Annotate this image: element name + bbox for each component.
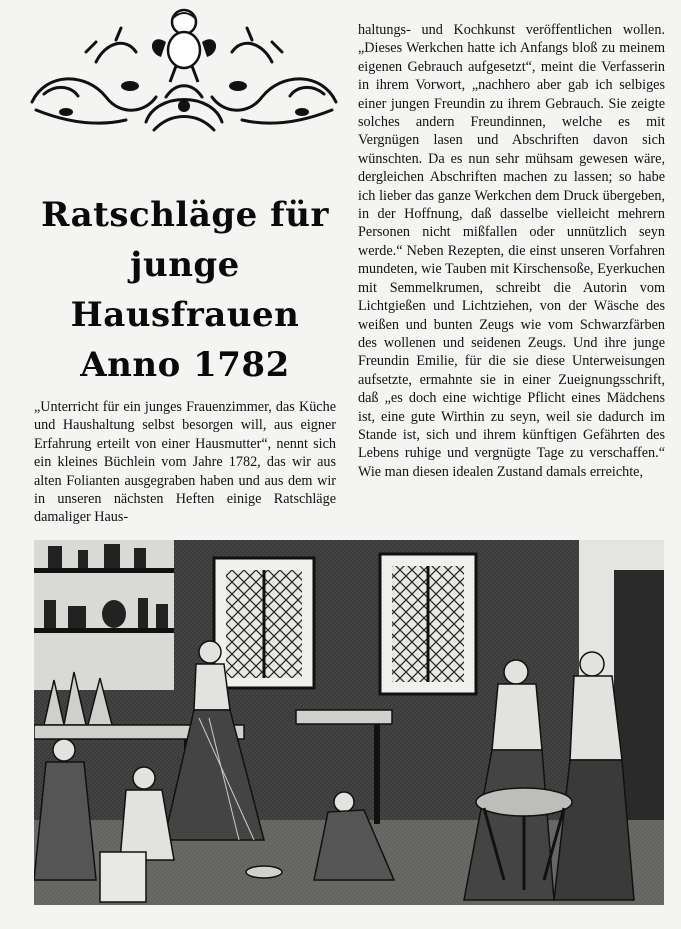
rococo-ornament (26, 2, 342, 140)
ornament-graphic (26, 2, 342, 140)
engraving-graphic (34, 540, 664, 905)
right-column-text: haltungs- und Kochkunst veröffentlichen wollen. „Dieses Werkchen hatte ich Anfangs bloß zu meinem eigenen Gebrauch aufgesetzt“, meint die Verfasserin in ihrem Vorwort, „nachhero aber gab ich selbiges einer jungen Freundin zu ihrem Gebrauch. Sie zeigte solches andern Freundinnen, welche es mit Vergnügen lasen und Abschriften davon sich wünschten. Da es nun sehr mühsam gewesen wäre, dergleichen Abschriften machen zu lassen; so habe ich lieber das ganze Werkchen dem Druck übergeben, in der Hoffnung, daß dasselbe vielleicht mehrern Personen nicht mißfallen oder unnützlich seyn werde.“ Neben Rezepten, die einst unseren Vorfahren mundeten, wie Tauben mit Kirschensoße, Eyerkuchen mit Semmelkrumen, schreibt die Autorin vom Lichtgießen und Lichtziehen, von der Wäsche des weißen und bunten Zeugs wie vom Schwarzfärben des wollenen und seidenen Zeugs. Und ihre junge Freundin Emilie, für die sie diese Unterweisungen aufsetzte, ermahnte sie in einer Zueignungsschrift, daß „es doch eine wichtige Pflicht eines Mädchens ist, eine gute Wirthin zu seyn, weil sie dadurch im Stande ist, sich und ihrem künftigen Gefährten des Lebens ruhige und vergnügte Tage zu verschaffen.“ Wie man diesen idealen Zustand damals erreichte, (358, 22, 665, 480)
title-line-3: Anno 1782 (80, 345, 290, 385)
title-line-2: junge Hausfrauen (70, 245, 300, 335)
kitchen-engraving (34, 540, 664, 905)
article-title (30, 190, 340, 390)
left-column-text: „Unterricht für ein junges Frauenzimmer, das Küche und Haushaltung selbst besorgen will, aus eigner Erfahrung erteilt von einer Hausmutter“, nennt sich ein kleines Büchlein vom Jahre 1782, das wir aus alten Folianten ausgegraben haben und aus dem wir in unseren nächsten Heften einige Ratschläge damaliger Haus- (34, 399, 336, 526)
title-line-1: Ratschläge für (41, 195, 329, 235)
